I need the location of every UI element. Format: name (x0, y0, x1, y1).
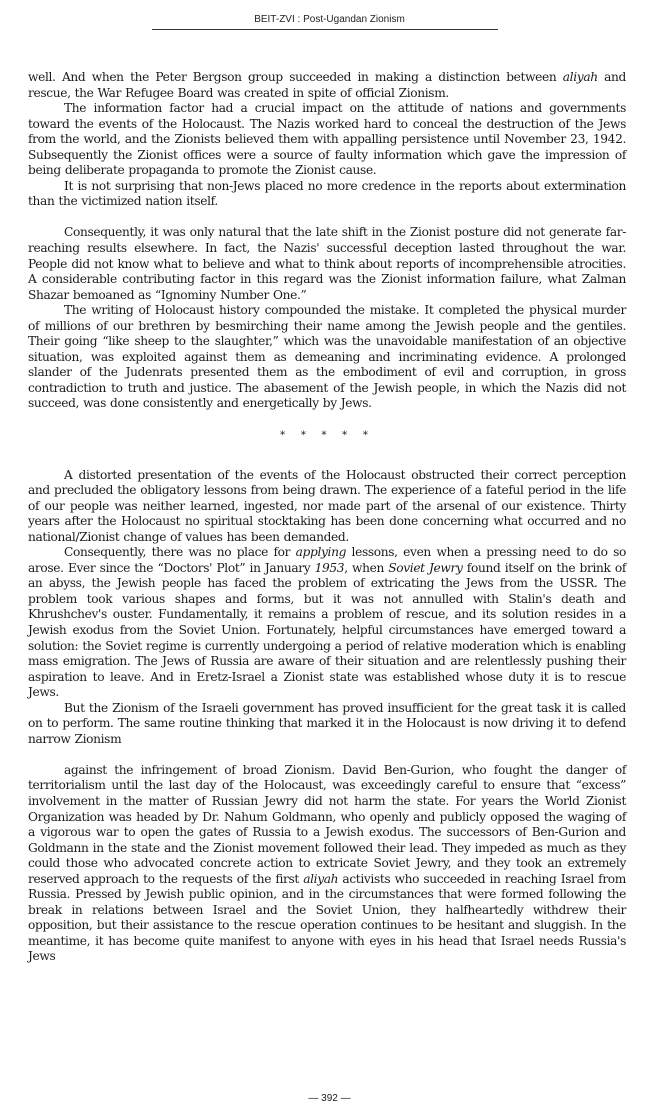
paragraph-2: The information factor had a crucial impact on the attitude of nations and governments toward the events of the Holocaust. The Nazis worked hard to conceal the destruction of the Jews from the world, and the Zionists believed them with appalling persistence until November 23, 1942. Subsequently the Zionist offices were a source of faulty information which gave the impression of being deliberate propaganda to promote the Zionist cause. (28, 101, 626, 178)
paragraph-8: But the Zionism of the Israeli government has proved insufficient for the great task it is called on to perform. The same routine thinking that marked it in the Holocaust is now driving it to defend narrow Zionism (28, 700, 626, 746)
italic-term: 1953 (314, 560, 345, 575)
paragraph-4: Consequently, it was only natural that the late shift in the Zionist posture did not generate far-reaching results elsewhere. In fact, the Nazis' successful deception lasted throughout the war. People did not know what to believe and what to think about reports of incomprehensible atrocities. A considerable contributing factor in this regard was the Zionist information failure, what Zalman Shazar bemoaned as “Ignominy Number One.” (28, 225, 626, 302)
text-run: activists who succeeded in reaching Israel from Russia. Pressed by Jewish public opinion, and in the circumstances that were formed following the break in relations between Israel and the Soviet Union, they halfheartedly withdrew their opposition, but their assistance to the rescue operation continues to be hesitant and sluggish. In the meantime, it has become quite manifest to anyone with eyes in his head that Israel needs Russia's Jews (28, 871, 626, 964)
header-rule (152, 29, 498, 30)
text-run: and rescue, the War Refugee Board was created in spite of official Zionism. (28, 70, 626, 100)
paragraph-gap (28, 747, 626, 763)
paragraph-6: A distorted presentation of the events of the Holocaust obstructed their correct perception and precluded the obligatory lessons from being drawn. The experience of a fateful period in the life of our people was neither learned, ingested, nor made part of the arsenal of our existence. Thirty years after the Holocaust no spiritual stocktaking has been done concerning what occurred and no national/Zionist change of values has been demanded. (28, 467, 626, 544)
page-number: — 392 — (308, 1093, 351, 1104)
italic-term: applying (295, 545, 347, 560)
paragraph-7 (28, 545, 626, 700)
text-run: found itself on the brink of an abyss, the Jewish people has faced the problem of extricating the Jews from the USSR. The problem took various shapes and forms, but it was not annulled with Stalin's death and Khrushchev's ouster. Fundamentally, it remains a problem of rescue, and its solution resides in a Jewish exodus from the Soviet Union. Fortunately, helpful circumstances have emerged toward a solution: the Soviet regime is currently undergoing a period of relative moderation which is enabling mass emigration. The Jews of Russia are aware of their situation and are relentlessly pushing their aspiration to leave. And in Eretz-Israel a Zionist state was established whose duty it is to rescue Jews. (28, 560, 627, 700)
text-run: well. And when the Peter Bergson group succeeded in making a distinction between (28, 70, 563, 84)
section-separator: * * * * * (280, 429, 374, 441)
paragraph-3: It is not surprising that non-Jews placed no more credence in the reports about extermination than the victimized nation itself. (28, 178, 626, 209)
paragraph-5: The writing of Holocaust history compounded the mistake. It completed the physical murder of millions of our brethren by besmirching their name among the Jewish people and the gentiles. Their going “like sheep to the slaughter,” which was the unavoidable manifestation of an objective situation, was exploited against them as demeaning and incriminating evidence. A prolonged slander of the Judenrats presented them as the embodiment of evil and corruption, in gross contradiction to truth and justice. The abasement of the Jewish people, in which the Nazis did not succeed, was done consistently and energetically by Jews. (28, 303, 626, 411)
italic-term: Soviet Jewry (388, 560, 463, 575)
running-header: BEIT-ZVI : Post-Ugandan Zionism (254, 14, 405, 25)
paragraph-gap (28, 210, 626, 226)
paragraph-9 (28, 763, 626, 965)
italic-term: aliyah (303, 871, 339, 886)
text-run: Consequently, there was no place for (64, 545, 296, 560)
italic-term: aliyah (562, 70, 598, 84)
page-body (28, 70, 626, 965)
paragraph-1 (28, 70, 626, 101)
text-run: against the infringement of broad Zionism. David Ben-Gurion, who fought the danger of territorialism until the last day of the Holocaust, was exceedingly careful to ensure that “excess” involvement in the matter of Russian Jewry did not harm the state. For years the World Zionist Organization was headed by Dr. Nahum Goldmann, who openly and publicly opposed the waging of a vigorous war to open the gates of Russia to a Jewish exodus. The successors of Ben-Gurion and Goldmann in the state and the Zionist movement followed their lead. They impeded as much as they could those who advocated concrete action to extricate Soviet Jewry, and they took an extremely reserved approach to the requests of the first (28, 762, 626, 886)
text-run: , when (344, 560, 389, 575)
text-run: lessons, even when a pressing need to do so arose. Ever since the “Doctors' Plot” in January (28, 545, 626, 575)
